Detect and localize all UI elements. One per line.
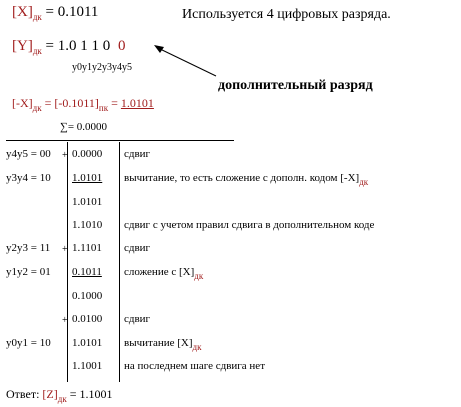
row-comment: сдвиг с учетом правил сдвига в дополнительном коде	[124, 219, 375, 231]
row-value: 1.0101	[72, 172, 103, 184]
answer-label: Ответ:	[6, 387, 43, 401]
table-top-rule	[6, 140, 234, 141]
row-value: 1.0101	[72, 337, 103, 349]
row-comment: сдвиг	[124, 242, 151, 254]
row-sign: +	[62, 244, 68, 255]
y-code-line	[12, 38, 126, 55]
row-value: 0.0000	[72, 148, 103, 160]
row-value: 1.0101	[72, 196, 103, 208]
y-code-value: = 1.0 1 1 0	[41, 38, 111, 54]
neg-x-symbol: [-X]	[12, 96, 33, 110]
row-condition: y2y3 = 11	[6, 242, 51, 254]
extra-bit-label: дополнительный разряд	[218, 78, 373, 93]
row-condition: y1y2 = 01	[6, 266, 51, 278]
row-condition: y4y5 = 00	[6, 148, 51, 160]
row-comment: сдвиг	[124, 148, 151, 160]
sum-initial: ∑= 0.0000	[60, 121, 108, 133]
row-value: 1.1010	[72, 219, 103, 231]
neg-x-value: 1.0101	[120, 96, 154, 110]
y-code-subscript: дк	[32, 46, 42, 56]
x-code-symbol: [X]	[12, 4, 33, 20]
row-comment: сложение с $[X]_{дк}$	[124, 266, 204, 281]
extra-bit-arrow	[150, 42, 220, 78]
row-value: 1.1101	[72, 242, 102, 254]
extra-bit: 0	[118, 38, 126, 54]
row-condition: y3y4 = 10	[6, 172, 51, 184]
cond-divider	[67, 142, 68, 382]
digit-note: Используется 4 цифровых разряда.	[182, 7, 391, 22]
answer-symbol: [Z]	[42, 387, 58, 401]
y-code-symbol: [Y]	[12, 38, 33, 54]
row-comment: на последнем шаге сдвига нет	[124, 360, 265, 372]
answer-value: = 1.1001	[66, 387, 113, 401]
row-value: 0.1000	[72, 290, 103, 302]
x-code-subscript: дк	[32, 12, 42, 22]
row-comment-subscript: дк	[192, 342, 202, 352]
answer-line	[6, 387, 112, 402]
row-condition: y0y1 = 10	[6, 337, 51, 349]
row-comment-subscript: дк	[359, 177, 369, 187]
row-comment: сдвиг	[124, 313, 151, 325]
x-code-value: = 0.1011	[41, 4, 99, 20]
row-sign: +	[62, 150, 68, 161]
neg-x-line	[12, 96, 154, 111]
row-sign: +	[62, 315, 68, 326]
row-value: 0.0100	[72, 313, 103, 325]
neg-x-subscript-pk: пк	[98, 103, 109, 113]
value-divider	[119, 142, 120, 382]
answer-subscript: дк	[57, 394, 67, 404]
neg-x-direct-code: = [-0.1011]	[41, 96, 99, 110]
row-comment: вычитание $[X]_{дк}$	[124, 337, 202, 352]
row-value: 0.1011	[72, 266, 102, 278]
y-bits-label: y0y1y2y3y4y5	[72, 62, 132, 73]
neg-x-subscript: дк	[32, 103, 42, 113]
neg-x-equals: =	[108, 96, 121, 110]
row-value: 1.1001	[72, 360, 103, 372]
x-code-line	[12, 4, 98, 21]
row-comment: вычитание, то есть сложение с дополн. кодом $[-X]_{дк}$	[124, 172, 369, 187]
row-comment-subscript: дк	[194, 271, 204, 281]
